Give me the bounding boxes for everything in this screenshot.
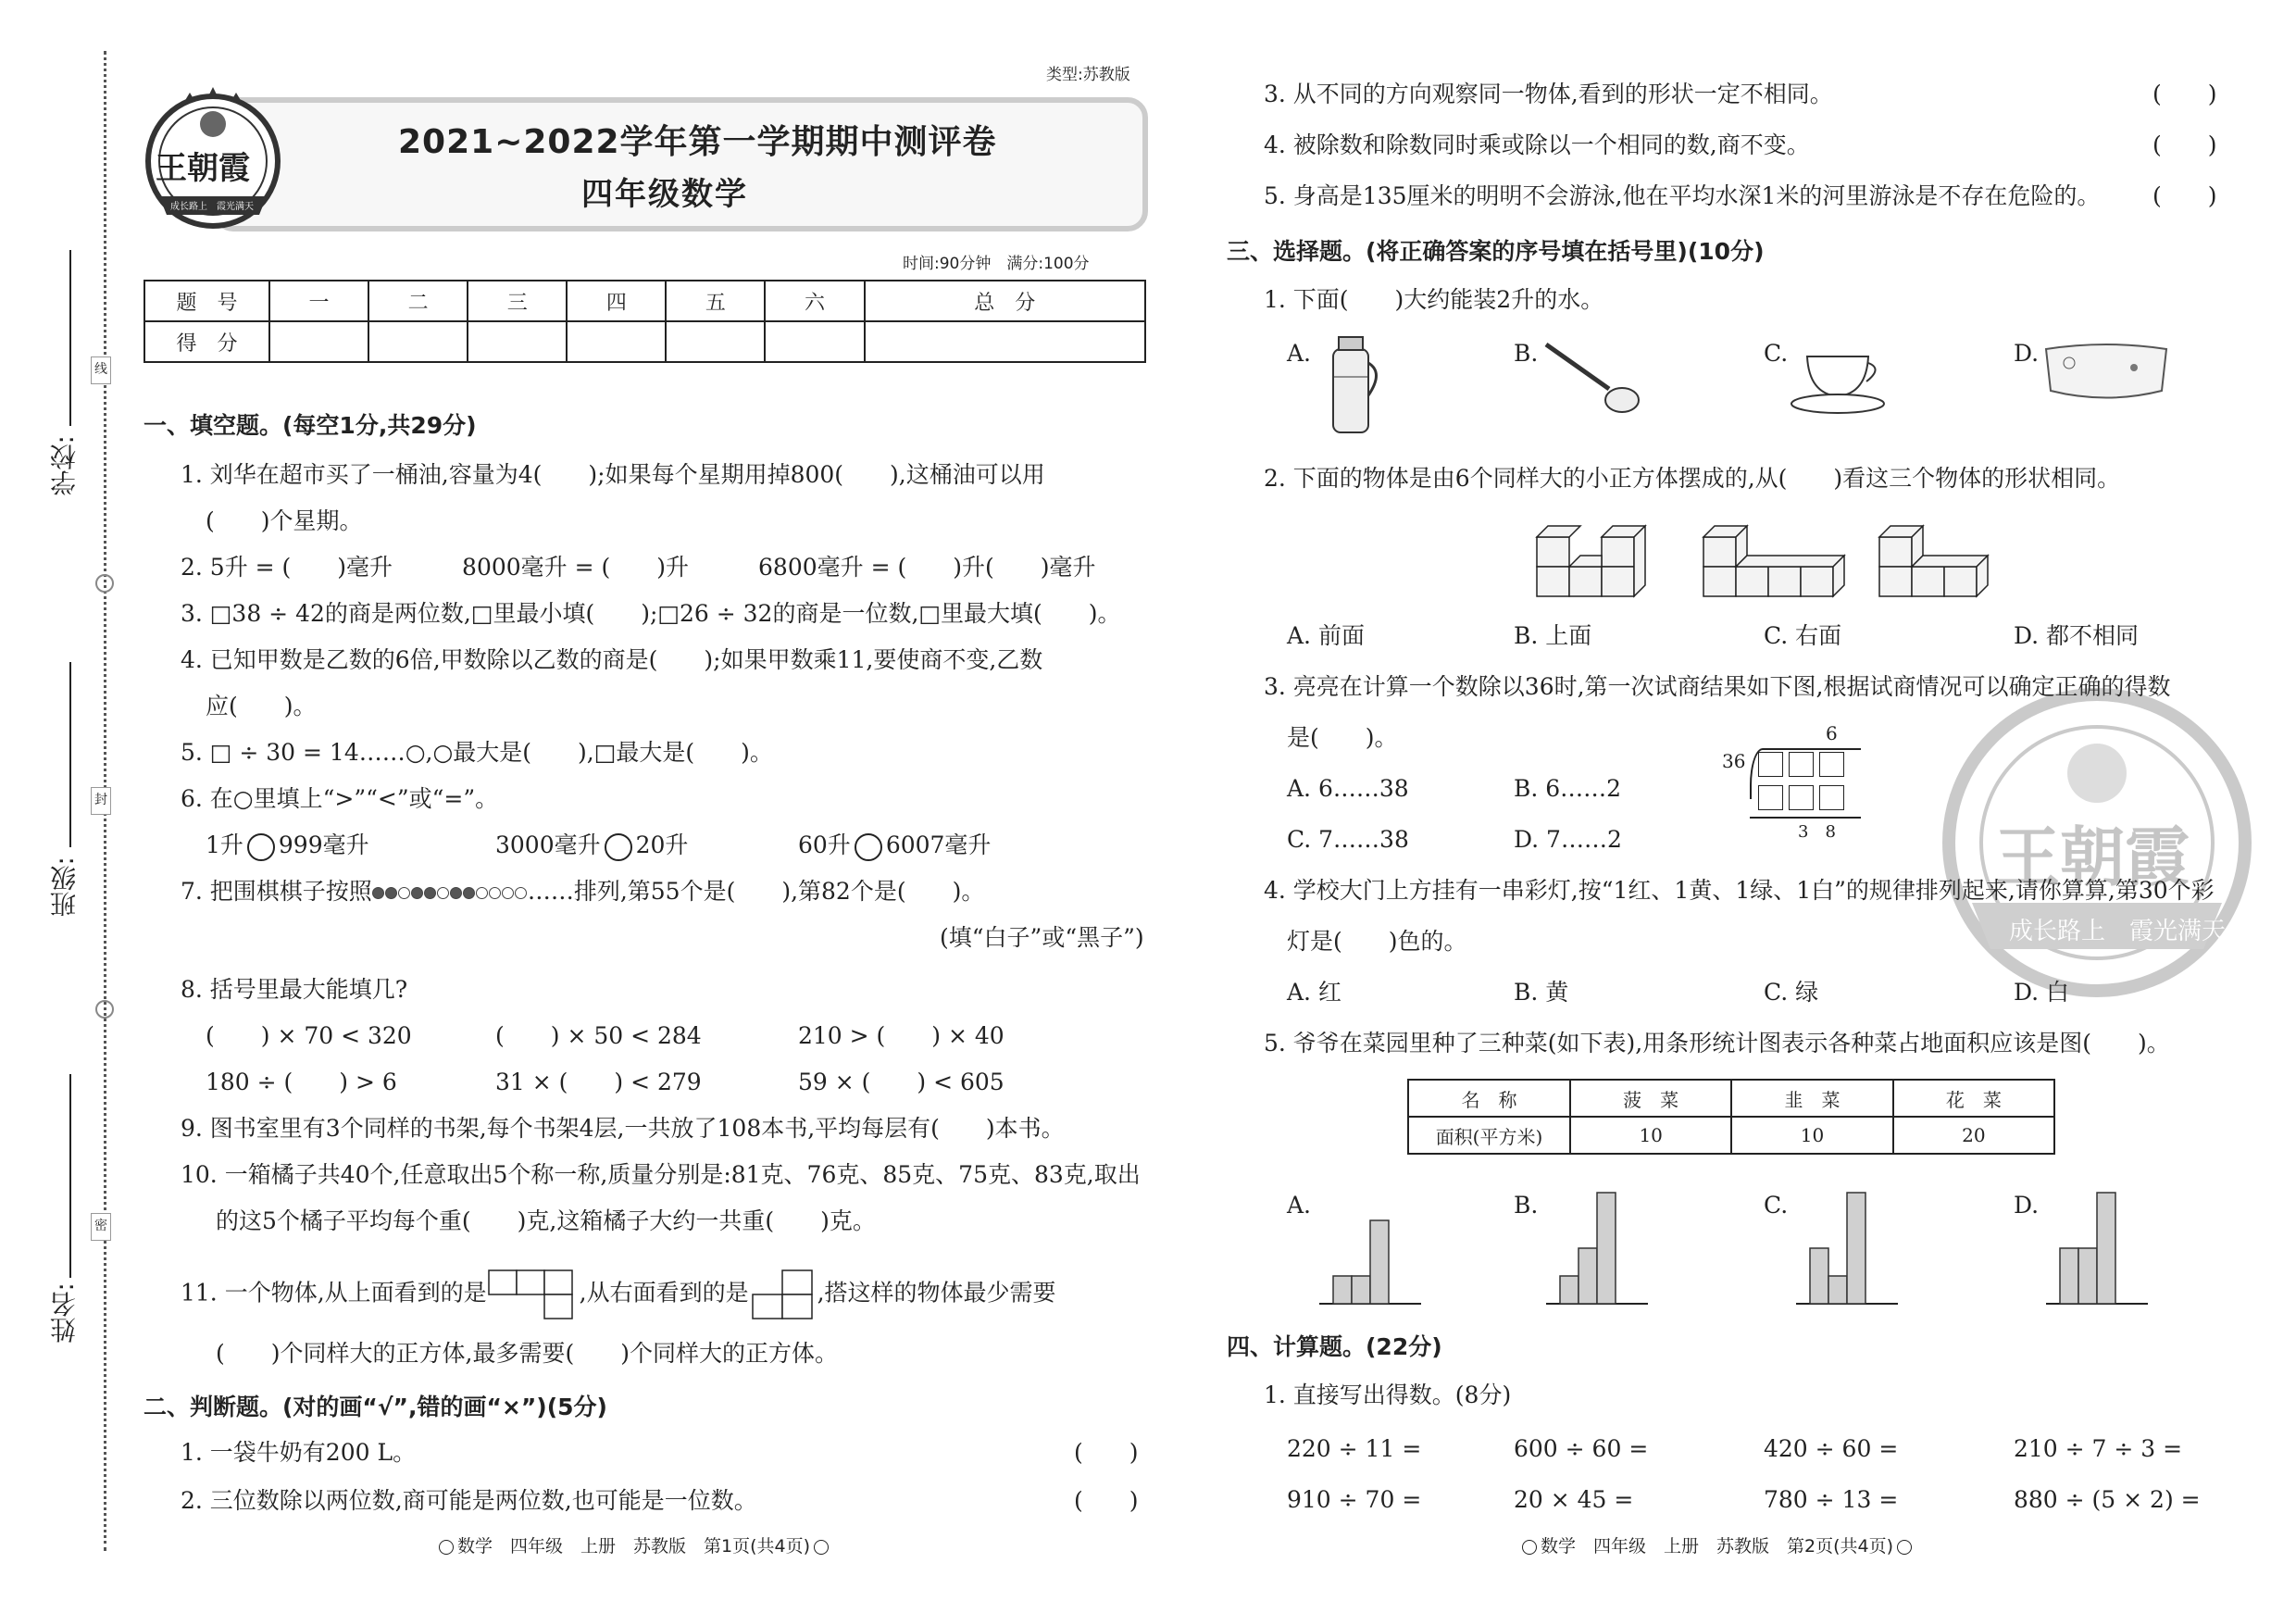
choice-q5-opt-c[interactable]: C. xyxy=(1764,1192,1789,1219)
section-4-heading: 四、计算题。(22分) xyxy=(1227,1333,1442,1360)
choice-q1-opt-c[interactable]: C. xyxy=(1764,340,1789,367)
white-stone xyxy=(398,887,410,899)
choice-q4-line-a: 4. 学校大门上方挂有一串彩灯,按“1红、1黄、1绿、1白”的规律排列起来,请你算算,第30个彩 xyxy=(1264,877,2215,904)
bar-花菜 xyxy=(1597,1193,1616,1304)
white-stone xyxy=(437,887,449,899)
score-cell: 得 分 xyxy=(144,321,269,362)
watermark-logo-text: 王朝霞 xyxy=(1995,819,2190,895)
compare-circle[interactable] xyxy=(247,833,275,861)
q1-8-item: 180 ÷ ( ) > 6 xyxy=(206,1069,397,1095)
q1-10-line-b: 的这5个橘子平均每个重( )克,这箱橘子大约一共重( )克。 xyxy=(216,1207,876,1234)
judge-item-4: 4. 被除数和除数同时乘或除以一个相同的数,商不变。 xyxy=(1264,131,1810,158)
cube-figure-3 xyxy=(1879,526,1988,596)
q1-7-text-a: 7. 把围棋棋子按照 xyxy=(181,878,372,905)
choice-q2-opt-d[interactable]: D. 都不相同 xyxy=(2014,622,2140,649)
judge-item-1: 1. 一袋牛奶有200 L。 xyxy=(181,1439,417,1466)
judge-item-2: 2. 三位数除以两位数,商可能是两位数,也可能是一位数。 xyxy=(181,1487,757,1514)
choice-q3-opt-c[interactable]: C. 7……38 xyxy=(1287,826,1409,853)
choice-q5-opt-d[interactable]: D. xyxy=(2014,1192,2040,1219)
black-stone xyxy=(424,887,436,899)
bar-花菜 xyxy=(1847,1193,1866,1304)
q1-8-item: 59 × ( ) < 605 xyxy=(798,1069,1004,1095)
cube-figure-2 xyxy=(1703,526,1844,596)
calc-q1: 1. 直接写出得数。(8分) xyxy=(1264,1382,1512,1408)
veg-cell: 韭 菜 xyxy=(1731,1080,1892,1117)
score-input-cell[interactable] xyxy=(269,321,368,362)
bathtub-icon xyxy=(2041,335,2171,409)
q1-9: 9. 图书室里有3个同样的书架,每个书架4层,一共放了108本书,平均每层有( )本书。 xyxy=(181,1115,1065,1142)
division-divisor: 36 xyxy=(1722,750,1746,772)
q1-6-item-3 xyxy=(798,830,991,861)
q1-8: 8. 括号里最大能填几? xyxy=(181,976,408,1003)
digit-box xyxy=(1819,785,1844,810)
veg-cell: 20 xyxy=(1893,1117,2054,1154)
q1-6-right: 999毫升 xyxy=(278,832,369,858)
judge-answer-paren[interactable]: ( ) xyxy=(1074,1439,1139,1466)
score-cell: 三 xyxy=(468,281,567,321)
choice-q1-opt-d[interactable]: D. xyxy=(2014,340,2040,367)
choice-q4-opt-b[interactable]: B. 黄 xyxy=(1514,979,1569,1006)
score-cell: 六 xyxy=(765,281,864,321)
right-view-figure xyxy=(749,1269,817,1320)
judge-answer-paren[interactable]: ( ) xyxy=(2152,131,2217,158)
veg-cell: 10 xyxy=(1570,1117,1731,1154)
score-cell: 二 xyxy=(368,281,468,321)
q1-3: 3. □38 ÷ 42的商是两位数,□里最小填( );□26 ÷ 32的商是一位数,□里最大填( )。 xyxy=(181,600,1121,627)
choice-q5: 5. 爷爷在菜园里种了三种菜(如下表),用条形统计图表示各种菜占地面积应该是图( )。 xyxy=(1264,1030,2170,1057)
score-input-cell[interactable] xyxy=(468,321,567,362)
name-underline xyxy=(69,1074,71,1278)
score-input-cell[interactable] xyxy=(368,321,468,362)
score-table-header-row xyxy=(144,281,1145,321)
score-input-cell[interactable] xyxy=(865,321,1145,362)
choice-q4-opt-c[interactable]: C. 绿 xyxy=(1764,979,1819,1006)
q1-1-line-b: ( )个星期。 xyxy=(206,507,363,534)
choice-q5-opt-a[interactable]: A. xyxy=(1287,1192,1312,1219)
q1-11-text-c: ,搭这样的物体最少需要 xyxy=(817,1279,1056,1307)
watermark-slogan: 成长路上 霞光满天 xyxy=(2009,918,2227,945)
bar-花菜 xyxy=(1370,1220,1389,1304)
bar-chart-b xyxy=(1541,1185,1653,1310)
dividend-boxes xyxy=(1755,752,1847,777)
q1-8-item: 210 > ( ) × 40 xyxy=(798,1022,1004,1049)
school-underline xyxy=(69,250,71,426)
division-product: 3 8 xyxy=(1798,822,1836,842)
bar-花菜 xyxy=(2097,1193,2115,1304)
choice-q3-opt-b[interactable]: B. 6……2 xyxy=(1514,775,1622,802)
footer-right-text: 数学 四年级 上册 苏教版 第2页(共4页) xyxy=(1541,1536,1894,1557)
q1-11-text-a: 11. 一个物体,从上面看到的是 xyxy=(181,1279,487,1307)
choice-q1-opt-b[interactable]: B. xyxy=(1514,340,1539,367)
judge-answer-paren[interactable]: ( ) xyxy=(2152,182,2217,209)
q1-1-line-a: 1. 刘华在超市买了一桶油,容量为4( );如果每个星期用掉800( ),这桶油可以用 xyxy=(181,461,1045,488)
digit-box xyxy=(1758,752,1783,777)
score-cell: 四 xyxy=(567,281,666,321)
thermos-icon xyxy=(1315,335,1389,437)
black-stone xyxy=(372,887,384,899)
q1-5: 5. □ ÷ 30 = 14……○,○最大是( ),□最大是( )。 xyxy=(181,739,773,766)
choice-q4-opt-a[interactable]: A. 红 xyxy=(1287,979,1341,1006)
section-2-heading: 二、判断题。(对的画“√”,错的画“×”)(5分) xyxy=(144,1394,607,1420)
white-stone xyxy=(515,887,527,899)
section-3-heading: 三、选择题。(将正确答案的序号填在括号里)(10分) xyxy=(1227,238,1765,265)
choice-q3-opt-d[interactable]: D. 7……2 xyxy=(1514,826,1622,853)
class-underline xyxy=(69,662,71,847)
bar-菠菜 xyxy=(1560,1276,1578,1304)
compare-circle[interactable] xyxy=(855,833,882,861)
binding-dot-2 xyxy=(95,1000,114,1019)
bar-chart-d xyxy=(2041,1185,2152,1310)
choice-q1: 1. 下面( )大约能装2升的水。 xyxy=(1264,286,1604,313)
digit-box xyxy=(1789,752,1814,777)
veg-cell: 面积(平方米) xyxy=(1408,1117,1570,1154)
q1-6-left: 1升 xyxy=(206,832,243,858)
q1-6: 6. 在○里填上“>”“<”或“=”。 xyxy=(181,785,499,812)
spoon-icon xyxy=(1537,335,1648,419)
product-boxes xyxy=(1755,785,1847,810)
score-input-cell[interactable] xyxy=(666,321,765,362)
class-label: 班级: xyxy=(49,857,80,918)
score-cell: 一 xyxy=(269,281,368,321)
q1-7 xyxy=(181,876,984,907)
q1-6-left: 60升 xyxy=(798,832,851,858)
calc-item: 600 ÷ 60 = xyxy=(1514,1435,1649,1462)
calc-item: 880 ÷ (5 × 2) = xyxy=(2014,1486,2201,1513)
judge-answer-paren[interactable]: ( ) xyxy=(2152,81,2217,107)
choice-q5-opt-b[interactable]: B. xyxy=(1514,1192,1539,1219)
exam-subtitle: 四年级数学 xyxy=(581,176,748,213)
line-mark-feng: 封 xyxy=(91,787,111,815)
veg-cell: 菠 菜 xyxy=(1570,1080,1731,1117)
choice-q1-opt-a[interactable]: A. xyxy=(1287,340,1312,367)
vegetable-table-header xyxy=(1408,1080,2054,1117)
section-1-heading: 一、填空题。(每空1分,共29分) xyxy=(144,412,477,439)
black-stone xyxy=(411,887,423,899)
judge-answer-paren[interactable]: ( ) xyxy=(1074,1487,1139,1514)
watermark-seal xyxy=(1940,685,2254,1000)
white-stone xyxy=(489,887,501,899)
footer-left-text: 数学 四年级 上册 苏教版 第1页(共4页) xyxy=(457,1536,811,1557)
black-stone xyxy=(385,887,397,899)
bar-韭菜 xyxy=(1828,1276,1847,1304)
bar-菠菜 xyxy=(1333,1276,1352,1304)
veg-cell: 名 称 xyxy=(1408,1080,1570,1117)
black-stone xyxy=(463,887,475,899)
choice-q3-line-b: 是( )。 xyxy=(1287,724,1398,751)
calc-item: 420 ÷ 60 = xyxy=(1764,1435,1899,1462)
choice-q4-opt-d[interactable]: D. 白 xyxy=(2014,979,2070,1006)
score-input-cell[interactable] xyxy=(567,321,666,362)
choice-q2-opt-b[interactable]: B. 上面 xyxy=(1514,622,1592,649)
q1-7-hint: (填“白子”或“黑子”) xyxy=(940,924,1144,951)
veg-cell: 10 xyxy=(1731,1117,1892,1154)
footer-right xyxy=(1518,1532,1915,1557)
score-table-score-row xyxy=(144,321,1145,362)
footer-left xyxy=(435,1532,832,1557)
digit-box xyxy=(1789,785,1814,810)
score-input-cell[interactable] xyxy=(765,321,864,362)
q1-11-line-b: ( )个同样大的正方体,最多需要( )个同样大的正方体。 xyxy=(216,1340,838,1367)
exam-title: 2021~2022学年第一学期期中测评卷 xyxy=(398,123,997,161)
long-division-figure xyxy=(1722,722,1870,843)
name-label: 姓名: xyxy=(49,1282,80,1344)
choice-q4-line-b: 灯是( )色的。 xyxy=(1287,928,1467,955)
q1-4-line-b: 应( )。 xyxy=(206,693,317,719)
white-stone xyxy=(476,887,488,899)
judge-item-5: 5. 身高是135厘米的明明不会游泳,他在平均水深1米的河里游泳是不存在危险的。 xyxy=(1264,182,2101,209)
logo-text: 王朝霞 xyxy=(156,150,250,187)
calc-item: 780 ÷ 13 = xyxy=(1764,1486,1899,1513)
teacup-icon xyxy=(1787,343,1889,417)
cube-figure-1 xyxy=(1537,526,1645,596)
cube-figures xyxy=(1528,511,2046,604)
q1-6-item-2 xyxy=(495,830,688,861)
division-quotient: 6 xyxy=(1826,722,1838,744)
compare-circle[interactable] xyxy=(605,833,632,861)
bar-菠菜 xyxy=(1810,1248,1828,1304)
bar-韭菜 xyxy=(1578,1248,1597,1304)
q1-7-text-b: ……排列,第55个是( ),第82个是( )。 xyxy=(527,878,985,905)
calc-item: 210 ÷ 7 ÷ 3 = xyxy=(2014,1435,2183,1462)
bar-chart-a xyxy=(1315,1185,1426,1310)
calc-item: 20 × 45 = xyxy=(1514,1486,1634,1513)
choice-q2-opt-c[interactable]: C. 右面 xyxy=(1764,622,1842,649)
choice-q3-line-a: 3. 亮亮在计算一个数除以36时,第一次试商结果如下图,根据试商情况可以确定正确的得数 xyxy=(1264,673,2171,700)
binding-dot-1 xyxy=(95,574,114,593)
q1-11-line-a xyxy=(181,1269,1056,1320)
brand-logo xyxy=(139,85,287,233)
black-stone xyxy=(450,887,462,899)
vegetable-table xyxy=(1407,1079,2055,1155)
q1-6-right: 20升 xyxy=(635,832,689,858)
q1-6-item-1 xyxy=(206,830,369,861)
q1-8-item: ( ) × 50 < 284 xyxy=(495,1022,702,1049)
q1-4-line-a: 4. 已知甲数是乙数的6倍,甲数除以乙数的商是( );如果甲数乘11,要使商不变,乙数 xyxy=(181,646,1043,673)
time-info: 时间:90分钟 满分:100分 xyxy=(903,255,1090,273)
vegetable-table-row xyxy=(1408,1117,2054,1154)
digit-box xyxy=(1758,785,1783,810)
top-view-figure xyxy=(487,1269,580,1320)
calc-item: 220 ÷ 11 = xyxy=(1287,1435,1422,1462)
bar-韭菜 xyxy=(2078,1248,2097,1304)
choice-q3-opt-a[interactable]: A. 6……38 xyxy=(1287,775,1409,802)
score-cell: 五 xyxy=(666,281,765,321)
score-cell: 题 号 xyxy=(144,281,269,321)
line-mark-xian: 线 xyxy=(91,356,111,384)
q1-8-item: ( ) × 70 < 320 xyxy=(206,1022,412,1049)
q1-8-item: 31 × ( ) < 279 xyxy=(495,1069,702,1095)
veg-cell: 花 菜 xyxy=(1893,1080,2054,1117)
score-cell: 总 分 xyxy=(865,281,1145,321)
calc-item: 910 ÷ 70 = xyxy=(1287,1486,1422,1513)
school-label: 学校: xyxy=(49,435,80,496)
choice-q2: 2. 下面的物体是由6个同样大的小正方体摆成的,从( )看这三个物体的形状相同。 xyxy=(1264,465,2121,492)
q1-10-line-a: 10. 一箱橘子共40个,任意取出5个称一称,质量分别是:81克、76克、85克、75克、83克,取出 xyxy=(181,1161,1141,1188)
q1-11-text-b: ,从右面看到的是 xyxy=(579,1279,749,1307)
q1-6-right: 6007毫升 xyxy=(885,832,992,858)
digit-box xyxy=(1819,752,1844,777)
white-stone xyxy=(502,887,514,899)
score-table xyxy=(144,280,1146,363)
q1-2: 2. 5升 = ( )毫升 8000毫升 = ( )升 6800毫升 = ( )升( )毫升 xyxy=(181,554,1096,581)
go-stones-sequence xyxy=(372,878,528,905)
logo-slogan: 成长路上 霞光满天 xyxy=(170,202,254,212)
type-label: 类型:苏教版 xyxy=(1046,66,1130,84)
line-mark-mi: 密 xyxy=(91,1213,111,1241)
bar-韭菜 xyxy=(1352,1276,1370,1304)
choice-q2-opt-a[interactable]: A. 前面 xyxy=(1287,622,1365,649)
bar-菠菜 xyxy=(2060,1248,2078,1304)
bar-chart-c xyxy=(1791,1185,1903,1310)
q1-6-left: 3000毫升 xyxy=(495,832,601,858)
judge-item-3: 3. 从不同的方向观察同一物体,看到的形状一定不相同。 xyxy=(1264,81,1833,107)
